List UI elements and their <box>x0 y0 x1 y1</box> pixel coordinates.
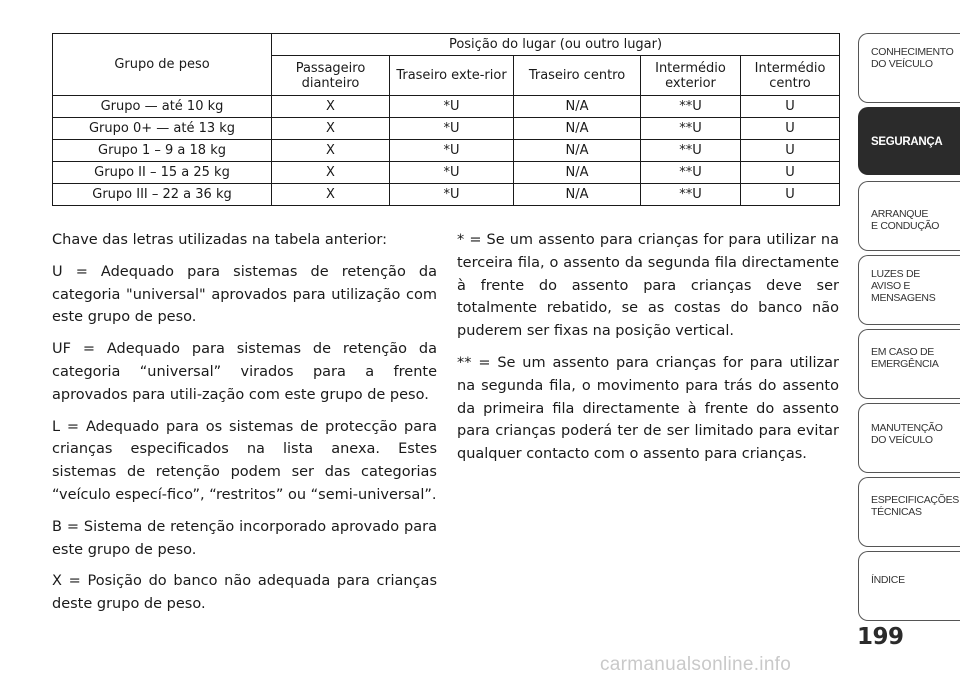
cell-value: **U <box>641 140 741 162</box>
tab-label-line: EM CASO DE <box>871 346 934 358</box>
table-header-row <box>53 34 840 56</box>
page-number: 199 <box>857 624 904 650</box>
tab-label-line: DO VEÍCULO <box>871 58 933 70</box>
cell-value: N/A <box>514 118 641 140</box>
note-double-star: ** = Se um assento para crianças for para utilizar na segunda fila, o movimento para trás do assento da primeira fila directamente à frente do assento para crianças poderá ter de ser limitado para evitar qualquer contacto com o assento para crianças. <box>457 354 839 463</box>
tab-manutencao[interactable] <box>858 403 960 473</box>
table-row <box>53 96 840 118</box>
cell-value: N/A <box>514 140 641 162</box>
tab-label-line: TÉCNICAS <box>871 506 922 518</box>
tab-indice[interactable] <box>858 551 960 621</box>
child-seat-table <box>52 33 840 206</box>
table-row <box>53 162 840 184</box>
tab-luzes[interactable] <box>858 255 960 325</box>
tab-arranque[interactable] <box>858 181 960 251</box>
cell-value: *U <box>390 96 514 118</box>
cell-value: *U <box>390 184 514 206</box>
tab-label-line: MENSAGENS <box>871 292 936 304</box>
cell-value: *U <box>390 118 514 140</box>
cell-value: X <box>272 96 390 118</box>
cell-value: X <box>272 140 390 162</box>
row-group-label: Grupo — até 10 kg <box>53 96 272 118</box>
tab-label-line: AVISO E <box>871 280 911 292</box>
legend-b: B = Sistema de retenção incorporado aprovado para este grupo de peso. <box>52 518 437 558</box>
legend-column <box>52 229 437 625</box>
tab-label-line: ESPECIFICAÇÕES <box>871 494 959 506</box>
subheader-middle-outer: Intermédio exterior <box>641 56 741 96</box>
cell-value: U <box>741 118 840 140</box>
cell-value: *U <box>390 140 514 162</box>
legend-l: L = Adequado para os sistemas de protecção para crianças especificados na lista anexa. Estes sistemas de retenção podem ser das categorias “veículo especí-fico”, “restritos” ou “semi-universal”. <box>52 418 437 503</box>
watermark-text: carmanualsonline.info <box>600 654 792 675</box>
subheader-rear-center: Traseiro centro <box>514 56 641 96</box>
legend-u: U = Adequado para sistemas de retenção da categoria "universal" aprovados para utilização com este grupo de peso. <box>52 263 437 326</box>
table-row <box>53 140 840 162</box>
notes-column <box>457 229 839 475</box>
tab-label-line: ÍNDICE <box>871 574 905 586</box>
tab-conhecimento[interactable] <box>858 33 960 103</box>
cell-value: **U <box>641 162 741 184</box>
note-single-star: * = Se um assento para crianças for para utilizar na terceira fila, o assento da segunda fila directamente à frente do assento para crianças deve ser totalmente rebatido, se as costas do banco não puderem ser fixas na posição vertical. <box>457 232 839 340</box>
subheader-rear-outer: Traseiro exte-rior <box>390 56 514 96</box>
table-row <box>53 184 840 206</box>
legend-x: X = Posição do banco não adequada para crianças deste grupo de peso. <box>52 573 437 613</box>
header-seat-position: Posição do lugar (ou outro lugar) <box>272 34 840 56</box>
cell-value: X <box>272 118 390 140</box>
row-group-label: Grupo II – 15 a 25 kg <box>53 162 272 184</box>
subheader-middle-center: Intermédio centro <box>741 56 840 96</box>
tab-label-line: DO VEÍCULO <box>871 434 933 446</box>
subheader-front-passenger: Passageiro dianteiro <box>272 56 390 96</box>
cell-value: N/A <box>514 96 641 118</box>
cell-value: **U <box>641 184 741 206</box>
tab-label-line: E CONDUÇÃO <box>871 220 940 232</box>
cell-value: N/A <box>514 162 641 184</box>
tab-label-line: MANUTENÇÃO <box>871 422 943 434</box>
tab-label-line: CONHECIMENTO <box>871 46 954 58</box>
cell-value: U <box>741 162 840 184</box>
row-group-label: Grupo III – 22 a 36 kg <box>53 184 272 206</box>
cell-value: X <box>272 162 390 184</box>
chapter-tabs <box>858 0 960 678</box>
cell-value: N/A <box>514 184 641 206</box>
legend-intro: Chave das letras utilizadas na tabela anterior: <box>52 232 387 248</box>
tab-especificacoes[interactable] <box>858 477 960 547</box>
cell-value: U <box>741 184 840 206</box>
cell-value: U <box>741 96 840 118</box>
cell-value: X <box>272 184 390 206</box>
tab-label-line: EMERGÊNCIA <box>871 358 939 370</box>
cell-value: U <box>741 140 840 162</box>
cell-value: *U <box>390 162 514 184</box>
row-group-label: Grupo 1 – 9 a 18 kg <box>53 140 272 162</box>
row-group-label: Grupo 0+ — até 13 kg <box>53 118 272 140</box>
cell-value: **U <box>641 118 741 140</box>
tab-seguranca[interactable] <box>858 107 960 175</box>
tab-label-line: LUZES DE <box>871 268 920 280</box>
tab-label-line: ARRANQUE <box>871 208 929 220</box>
tab-label-line: SEGURANÇA <box>871 136 943 148</box>
legend-uf: UF = Adequado para sistemas de retenção da categoria “universal” virados para a frente aprovados para utili-zação com este grupo de peso. <box>52 341 437 403</box>
header-weight-group: Grupo de peso <box>53 34 272 96</box>
cell-value: **U <box>641 96 741 118</box>
table-row <box>53 118 840 140</box>
tab-emergencia[interactable] <box>858 329 960 399</box>
